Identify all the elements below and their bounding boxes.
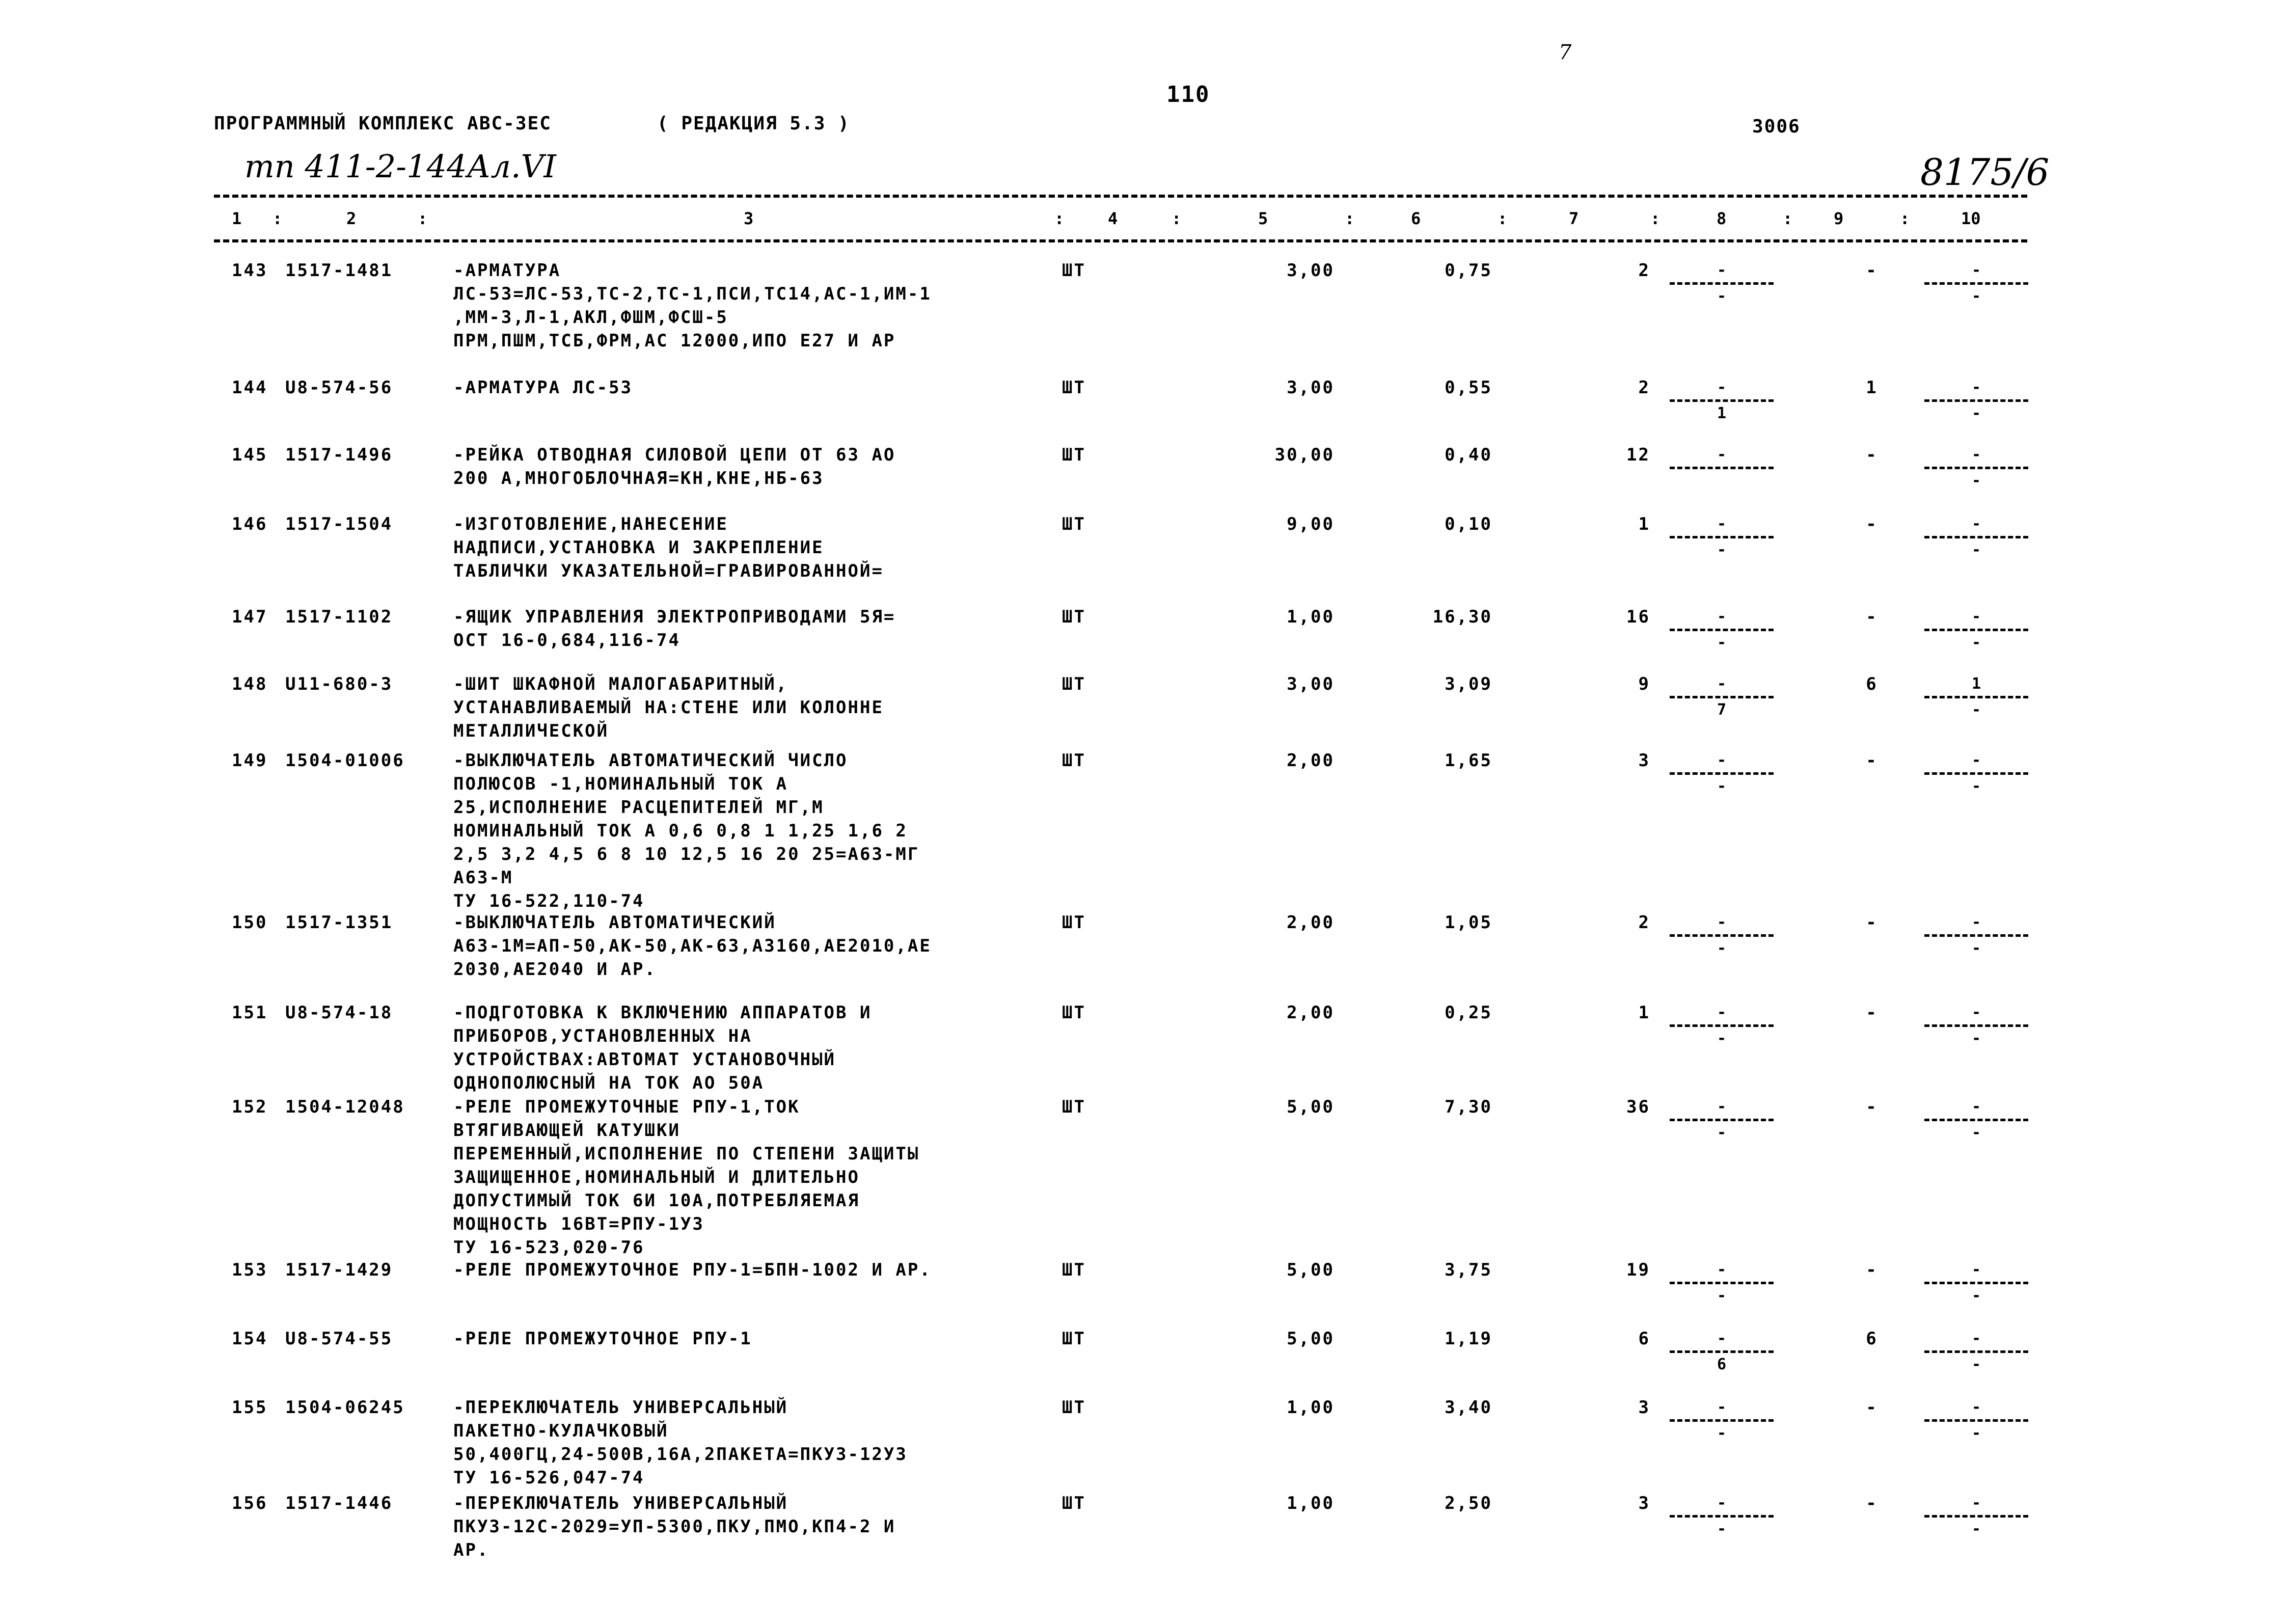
column-9-value: - (1866, 607, 1878, 627)
quantity: 3,00 (1287, 674, 1335, 694)
fraction-bottom: - (1971, 777, 1981, 795)
col-sep: : (1345, 209, 1355, 228)
column-9-value: - (1866, 912, 1878, 933)
row-number: 152 (232, 1097, 268, 1117)
item-description-line: МЕТАЛЛИЧЕСКОЙ (453, 721, 609, 741)
fraction-top: - (1717, 675, 1727, 693)
fraction-bottom: - (1717, 939, 1727, 957)
fraction-top: - (1971, 751, 1981, 769)
unit-of-measure: ШТ (1062, 514, 1086, 534)
fraction-bottom: - (1717, 541, 1727, 559)
fraction-top: - (1971, 446, 1981, 464)
fraction-top: - (1971, 1494, 1981, 1512)
column-8-fraction (1666, 1095, 1778, 1145)
handwritten-sheet-number: 8175/6 (1920, 151, 2050, 194)
item-description-line: ТУ 16-526,047-74 (453, 1468, 645, 1488)
item-description-line: -ВЫКЛЮЧАТЕЛЬ АВТОМАТИЧЕСКИЙ ЧИСЛО (453, 750, 848, 771)
total-value: 3 (1638, 750, 1650, 771)
item-description-line: ТУ 16-523,020-76 (453, 1237, 645, 1258)
item-description-line: ПЕРЕМЕННЫЙ,ИСПОЛНЕНИЕ ПО СТЕПЕНИ ЗАЩИТЫ (453, 1144, 920, 1164)
col-5: 5 (1258, 209, 1268, 228)
total-value: 16 (1626, 607, 1650, 627)
unit-of-measure: ШТ (1062, 750, 1086, 771)
fraction-bottom: - (1971, 472, 1981, 490)
col-1: 1 (232, 209, 242, 228)
header-top-rule (214, 195, 2027, 198)
item-description-line: ЛС-53=ЛС-53,ТС-2,ТС-1,ПСИ,ТС14,АС-1,ИМ-1 (453, 284, 932, 304)
fraction-top: - (1971, 913, 1981, 931)
unit-of-measure: ШТ (1062, 607, 1086, 627)
item-code: 1517-1496 (285, 445, 393, 465)
fraction-bottom: - (1971, 701, 1981, 719)
fraction-top: - (1971, 608, 1981, 626)
item-description-line: УСТРОЙСТВАХ:АВТОМАТ УСТАНОВОЧНЫЙ (453, 1049, 836, 1070)
unit-price: 1,19 (1445, 1329, 1492, 1349)
fraction-bottom: - (1717, 777, 1727, 795)
unit-price: 2,50 (1445, 1493, 1492, 1513)
quantity: 3,00 (1287, 377, 1335, 398)
fraction-bottom: 7 (1717, 701, 1727, 719)
col-7: 7 (1569, 209, 1579, 228)
fraction-top: - (1971, 1098, 1981, 1116)
total-value: 12 (1626, 445, 1650, 465)
item-description-line: -РЕЛЕ ПРОМЕЖУТОЧНЫЕ РПУ-1,ТОК (453, 1097, 800, 1117)
fraction-bottom: - (1717, 1287, 1727, 1305)
item-code: U8-574-56 (285, 377, 393, 398)
quantity: 2,00 (1287, 1003, 1335, 1023)
item-description-line: -ШИТ ШКАФНОЙ МАЛОГАБАРИТНЫЙ, (453, 674, 788, 694)
unit-of-measure: ШТ (1062, 1097, 1086, 1117)
row-number: 145 (232, 445, 268, 465)
row-number: 151 (232, 1003, 268, 1023)
col-sep: : (418, 209, 428, 228)
item-description-line: ДОПУСТИМЫЙ ТОК 6И 10А,ПОТРЕБЛЯЕМАЯ (453, 1190, 860, 1211)
item-description-line: ЗАЩИЩЕННОЕ,НОМИНАЛЬНЫЙ И ДЛИТЕЛЬНО (453, 1167, 860, 1187)
total-value: 9 (1638, 674, 1650, 694)
item-description-line: -РЕЛЕ ПРОМЕЖУТОЧНОЕ РПУ-1=БПН-1002 И АР. (453, 1260, 932, 1280)
column-10-fraction (1920, 259, 2032, 308)
column-9-value: 1 (1866, 377, 1878, 398)
col-sep: : (1498, 209, 1508, 228)
item-description-line: ПКУ3-12С-2029=УП-5300,ПКУ,ПМО,КП4-2 И (453, 1517, 896, 1537)
fraction-bottom: - (1971, 1424, 1981, 1442)
fraction-bottom: - (1971, 939, 1981, 957)
item-description-line: 2,5 3,2 4,5 6 8 10 12,5 16 20 25=А63-МГ (453, 844, 920, 864)
column-10-fraction (1920, 512, 2032, 562)
quantity: 2,00 (1287, 912, 1335, 933)
unit-of-measure: ШТ (1062, 445, 1086, 465)
unit-of-measure: ШТ (1062, 912, 1086, 933)
col-9: 9 (1834, 209, 1844, 228)
column-9-value: - (1866, 1003, 1878, 1023)
column-10-fraction (1920, 1258, 2032, 1308)
row-number: 150 (232, 912, 268, 933)
fraction-bottom: - (1971, 1124, 1981, 1142)
unit-price: 0,75 (1445, 260, 1492, 281)
fraction-bottom: - (1717, 1424, 1727, 1442)
item-description-line: -АРМАТУРА (453, 260, 561, 281)
fraction-top: - (1717, 261, 1727, 279)
column-9-value: - (1866, 445, 1878, 465)
item-description-line: 25,ИСПОЛНЕНИЕ РАСЦЕПИТЕЛЕЙ МГ,М (453, 797, 824, 818)
unit-price: 0,55 (1445, 377, 1492, 398)
unit-of-measure: ШТ (1062, 1493, 1086, 1513)
fraction-top: 1 (1971, 675, 1981, 693)
total-value: 2 (1638, 260, 1650, 281)
sheet-code: 3006 (1752, 116, 1801, 137)
fraction-bottom: - (1971, 541, 1981, 559)
item-description-line: ТАБЛИЧКИ УКАЗАТЕЛЬНОЙ=ГРАВИРОВАННОЙ= (453, 561, 884, 581)
fraction-bottom: - (1971, 1520, 1981, 1538)
unit-of-measure: ШТ (1062, 1329, 1086, 1349)
unit-of-measure: ШТ (1062, 1003, 1086, 1023)
item-description-line: ПАКЕТНО-КУЛАЧКОВЫЙ (453, 1421, 669, 1441)
unit-price: 1,05 (1445, 912, 1492, 933)
col-sep: : (1783, 209, 1793, 228)
row-number: 153 (232, 1260, 268, 1280)
column-8-fraction (1666, 1492, 1778, 1541)
fraction-top: - (1971, 1004, 1981, 1021)
column-8-fraction (1666, 911, 1778, 960)
total-value: 3 (1638, 1397, 1650, 1418)
column-8-fraction (1666, 376, 1778, 425)
quantity: 5,00 (1287, 1260, 1335, 1280)
column-8-fraction (1666, 1327, 1778, 1376)
fraction-top: - (1717, 1398, 1727, 1416)
row-number: 155 (232, 1397, 268, 1418)
edition-label: ( РЕДАКЦИЯ 5.3 ) (657, 113, 850, 134)
column-10-fraction (1920, 1095, 2032, 1145)
item-code: 1517-1504 (285, 514, 393, 534)
item-description-line: НОМИНАЛЬНЫЙ ТОК А 0,6 0,8 1 1,25 1,6 2 (453, 821, 908, 841)
item-description-line: 2030,АЕ2040 И АР. (453, 959, 657, 980)
fraction-top: - (1971, 1261, 1981, 1279)
row-number: 149 (232, 750, 268, 771)
col-sep: : (1172, 209, 1182, 228)
unit-price: 7,30 (1445, 1097, 1492, 1117)
total-value: 3 (1638, 1493, 1650, 1513)
total-value: 19 (1626, 1260, 1650, 1280)
item-description-line: ПОЛЮСОВ -1,НОМИНАЛЬНЫЙ ТОК А (453, 774, 788, 794)
item-description-line: ТУ 16-522,110-74 (453, 891, 645, 911)
column-9-value: - (1866, 750, 1878, 771)
fraction-bottom: - (1971, 1356, 1981, 1373)
item-code: U8-574-18 (285, 1003, 393, 1023)
page-number: 110 (1166, 82, 1210, 107)
item-description-line: ПРИБОРОВ,УСТАНОВЛЕННЫХ НА (453, 1026, 752, 1046)
fraction-top: - (1971, 1398, 1981, 1416)
fraction-top: - (1971, 1330, 1981, 1347)
total-value: 2 (1638, 377, 1650, 398)
col-8: 8 (1717, 209, 1727, 228)
quantity: 5,00 (1287, 1329, 1335, 1349)
fraction-bottom: - (1717, 1030, 1727, 1047)
program-title: ПРОГРАММНЫЙ КОМПЛЕКС АВС-3ЕС (214, 113, 552, 134)
fraction-top: - (1717, 1261, 1727, 1279)
column-8-fraction (1666, 749, 1778, 798)
total-value: 2 (1638, 912, 1650, 933)
column-10-fraction (1920, 605, 2032, 655)
fraction-top: - (1717, 751, 1727, 769)
fraction-bottom (1666, 469, 1778, 493)
unit-price: 0,10 (1445, 514, 1492, 534)
col-10: 10 (1961, 209, 1981, 228)
row-number: 147 (232, 607, 268, 627)
column-10-fraction (1920, 376, 2032, 425)
unit-price: 1,65 (1445, 750, 1492, 771)
quantity: 3,00 (1287, 260, 1335, 281)
column-10-fraction (1920, 749, 2032, 798)
fraction-bottom: - (1717, 634, 1727, 652)
quantity: 5,00 (1287, 1097, 1335, 1117)
column-9-value: - (1866, 1260, 1878, 1280)
unit-of-measure: ШТ (1062, 1397, 1086, 1418)
unit-of-measure: ШТ (1062, 260, 1086, 281)
item-description-line: ВТЯГИВАЮЩЕЙ КАТУШКИ (453, 1120, 681, 1141)
item-description-line: УСТАНАВЛИВАЕМЫЙ НА:СТЕНЕ ИЛИ КОЛОННЕ (453, 697, 884, 718)
column-9-value: - (1866, 1097, 1878, 1117)
fraction-top: - (1717, 1330, 1727, 1347)
col-sep: : (273, 209, 283, 228)
item-description-line: МОЩНОСТЬ 16ВТ=РПУ-1У3 (453, 1214, 704, 1234)
quantity: 2,00 (1287, 750, 1335, 771)
item-description-line: ПРМ,ПШМ,ТСБ,ФРМ,АС 12000,ИПО Е27 И АР (453, 331, 896, 351)
total-value: 1 (1638, 1003, 1650, 1023)
fraction-bottom: - (1971, 1030, 1981, 1047)
item-description-line: -ИЗГОТОВЛЕНИЕ,НАНЕСЕНИЕ (453, 514, 728, 534)
column-10-fraction (1920, 443, 2032, 493)
row-number: 154 (232, 1329, 268, 1349)
item-description-line: -АРМАТУРА ЛС-53 (453, 377, 633, 398)
fraction-top: - (1717, 1098, 1727, 1116)
fraction-bottom: - (1971, 287, 1981, 305)
col-2: 2 (346, 209, 357, 228)
item-description-line: -ЯЩИК УПРАВЛЕНИЯ ЭЛЕКТРОПРИВОДАМИ 5Я= (453, 607, 896, 627)
item-description-line: А63-1М=АП-50,АК-50,АК-63,А3160,АЕ2010,АЕ (453, 936, 932, 956)
item-code: U11-680-3 (285, 674, 393, 694)
row-number: 144 (232, 377, 268, 398)
item-description-line: -ПОДГОТОВКА К ВКЛЮЧЕНИЮ АППАРАТОВ И (453, 1003, 872, 1023)
quantity: 1,00 (1287, 607, 1335, 627)
row-number: 146 (232, 514, 268, 534)
item-code: 1504-01006 (285, 750, 405, 771)
row-number: 156 (232, 1493, 268, 1513)
fraction-bottom: 6 (1717, 1356, 1727, 1373)
column-10-fraction (1920, 672, 2032, 722)
quantity: 1,00 (1287, 1397, 1335, 1418)
column-9-value: - (1866, 514, 1878, 534)
fraction-top: - (1717, 1004, 1727, 1021)
unit-price: 3,75 (1445, 1260, 1492, 1280)
col-sep: : (1054, 209, 1065, 228)
fraction-top: - (1717, 913, 1727, 931)
total-value: 6 (1638, 1329, 1650, 1349)
fraction-bottom: - (1717, 287, 1727, 305)
unit-price: 3,40 (1445, 1397, 1492, 1418)
total-value: 1 (1638, 514, 1650, 534)
unit-price: 0,25 (1445, 1003, 1492, 1023)
item-description-line: -РЕЛЕ ПРОМЕЖУТОЧНОЕ РПУ-1 (453, 1329, 752, 1349)
quantity: 1,00 (1287, 1493, 1335, 1513)
item-code: 1517-1102 (285, 607, 393, 627)
fraction-top: - (1971, 378, 1981, 396)
column-8-fraction (1666, 443, 1778, 493)
column-10-fraction (1920, 911, 2032, 960)
item-description-line: -ПЕРЕКЛЮЧАТЕЛЬ УНИВЕРСАЛЬНЫЙ (453, 1397, 788, 1418)
column-9-value: - (1866, 260, 1878, 281)
fraction-bottom: 1 (1717, 404, 1727, 422)
fraction-top: - (1971, 515, 1981, 533)
column-8-fraction (1666, 1258, 1778, 1308)
quantity: 9,00 (1287, 514, 1335, 534)
row-number: 143 (232, 260, 268, 281)
header-bottom-rule (214, 239, 2027, 242)
item-description-line: АР. (453, 1540, 489, 1560)
column-8-fraction (1666, 1396, 1778, 1445)
column-10-fraction (1920, 1327, 2032, 1376)
column-8-fraction (1666, 512, 1778, 562)
corner-mark: 7 (1559, 41, 1572, 64)
item-code: 1504-12048 (285, 1097, 405, 1117)
unit-price: 3,09 (1445, 674, 1492, 694)
item-description-line: -ПЕРЕКЛЮЧАТЕЛЬ УНИВЕРСАЛЬНЫЙ (453, 1493, 788, 1513)
column-10-fraction (1920, 1396, 2032, 1445)
item-description-line: 200 А,МНОГОБЛОЧНАЯ=КН,КНЕ,НБ-63 (453, 468, 824, 489)
item-description-line: 50,400ГЦ,24-500В,16А,2ПАКЕТА=ПКУ3-12У3 (453, 1444, 908, 1465)
fraction-bottom: - (1717, 1520, 1727, 1538)
unit-price: 0,40 (1445, 445, 1492, 465)
item-description-line: -ВЫКЛЮЧАТЕЛЬ АВТОМАТИЧЕСКИЙ (453, 912, 776, 933)
fraction-bottom: - (1971, 404, 1981, 422)
col-sep: : (1900, 209, 1910, 228)
column-10-fraction (1920, 1492, 2032, 1541)
column-9-value: 6 (1866, 674, 1878, 694)
item-code: 1517-1446 (285, 1493, 393, 1513)
fraction-bottom: - (1971, 1287, 1981, 1305)
item-code: U8-574-55 (285, 1329, 393, 1349)
column-10-fraction (1920, 1001, 2032, 1050)
item-description-line: ОСТ 16-0,684,116-74 (453, 630, 681, 651)
item-code: 1517-1481 (285, 260, 393, 281)
fraction-bottom: - (1717, 1124, 1727, 1142)
col-3: 3 (744, 209, 754, 228)
item-description-line: ОДНОПОЛЮСНЫЙ НА ТОК АО 50А (453, 1073, 765, 1093)
unit-of-measure: ШТ (1062, 1260, 1086, 1280)
item-description-line: ,ММ-3,Л-1,АКЛ,ФШМ,ФСШ-5 (453, 307, 728, 328)
column-8-fraction (1666, 1001, 1778, 1050)
col-4: 4 (1108, 209, 1118, 228)
unit-price: 16,30 (1432, 607, 1492, 627)
item-code: 1504-06245 (285, 1397, 405, 1418)
column-8-fraction (1666, 259, 1778, 308)
column-9-value: 6 (1866, 1329, 1878, 1349)
column-8-fraction (1666, 605, 1778, 655)
quantity: 30,00 (1274, 445, 1335, 465)
fraction-top: - (1717, 1494, 1727, 1512)
item-code: 1517-1351 (285, 912, 393, 933)
unit-of-measure: ШТ (1062, 377, 1086, 398)
column-9-value: - (1866, 1493, 1878, 1513)
column-8-fraction (1666, 672, 1778, 722)
item-code: 1517-1429 (285, 1260, 393, 1280)
fraction-top: - (1971, 261, 1981, 279)
column-9-value: - (1866, 1397, 1878, 1418)
item-description-line: НАДПИСИ,УСТАНОВКА И ЗАКРЕПЛЕНИЕ (453, 537, 824, 558)
col-sep: : (1650, 209, 1661, 228)
fraction-top: - (1717, 446, 1727, 464)
total-value: 36 (1626, 1097, 1650, 1117)
col-6: 6 (1411, 209, 1421, 228)
fraction-top: - (1717, 378, 1727, 396)
unit-of-measure: ШТ (1062, 674, 1086, 694)
item-description-line: -РЕЙКА ОТВОДНАЯ СИЛОВОЙ ЦЕПИ ОТ 63 АО (453, 445, 896, 465)
item-description-line: А63-М (453, 868, 513, 888)
fraction-top: - (1717, 515, 1727, 533)
row-number: 148 (232, 674, 268, 694)
fraction-bottom: - (1971, 634, 1981, 652)
fraction-top: - (1717, 608, 1727, 626)
handwritten-project-ref: тп 411-2-144Ал.VI (244, 148, 556, 185)
